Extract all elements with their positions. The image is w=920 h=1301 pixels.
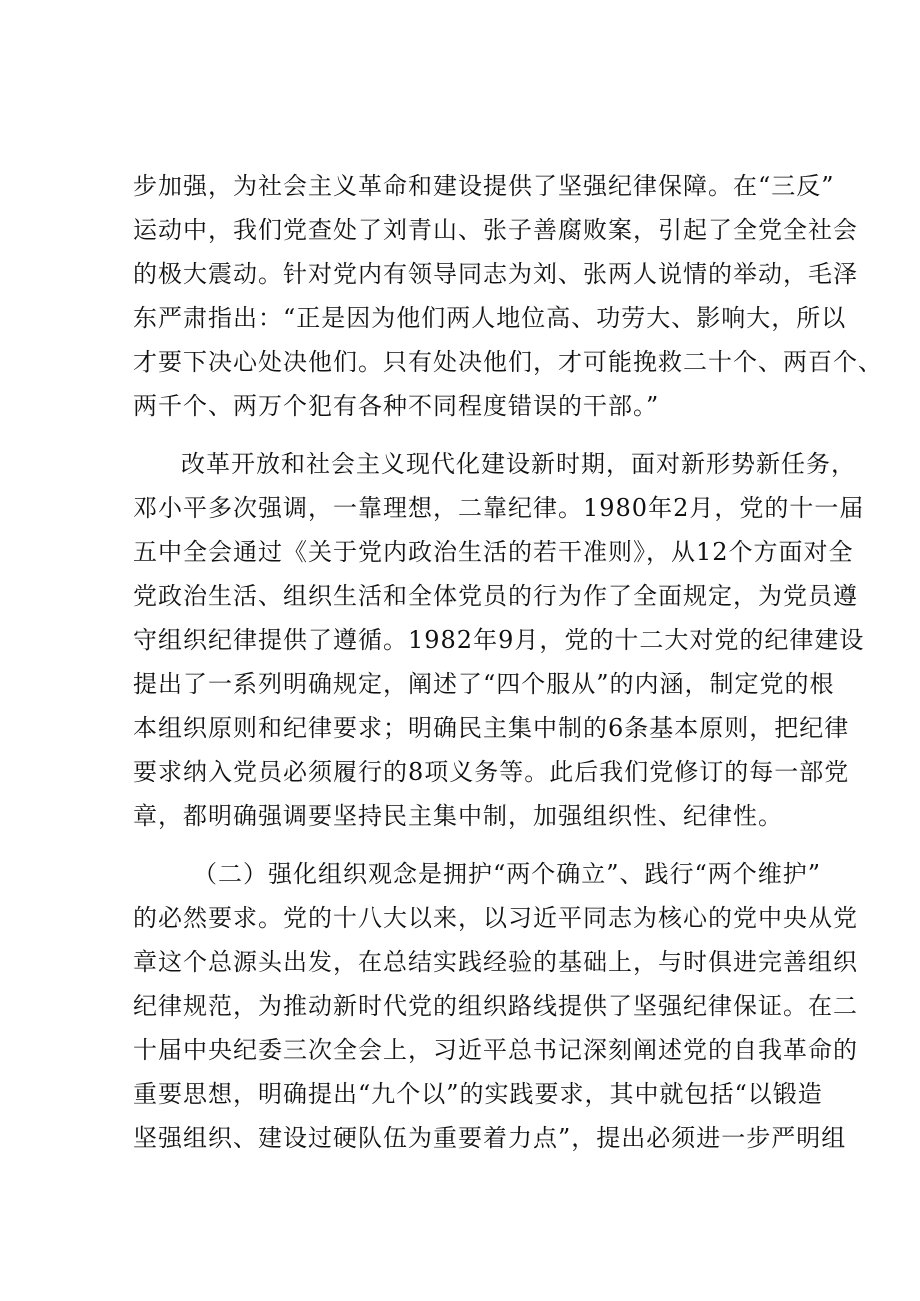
text-line: 十届中央纪委三次全会上，习近平总书记深刻阐述党的自我革命的 [133, 1036, 858, 1064]
body-text [133, 164, 883, 1160]
text-line: 运动中，我们党查处了刘青山、张子善腐败案，引起了全党全社会 [133, 216, 858, 244]
text-line: 党政治生活、组织生活和全体党员的行为作了全面规定，为党员遵 [133, 582, 858, 610]
text-line: 的极大震动。针对党内有领导同志为刘、张两人说情的举动，毛泽 [133, 260, 858, 288]
text-line: 才要下决心处决他们。只有处决他们，才可能挽救二十个、两百个、 [133, 348, 883, 376]
text-line: 邓小平多次强调，一靠理想，二靠纪律。1980年2月，党的十一届 [133, 494, 865, 522]
text-line: 章这个总源头出发，在总结实践经验的基础上，与时俱进完善组织 [133, 948, 858, 976]
text-line: 步加强，为社会主义革命和建设提供了坚强纪律保障。在“三反” [133, 172, 835, 200]
paragraph-3 [133, 852, 858, 1160]
section-heading-line: （二）强化组织观念是拥护“两个确立”、践行“两个维护” [193, 860, 822, 888]
text-line: 坚强组织、建设过硬队伍为重要着力点”，提出必须进一步严明组 [133, 1124, 847, 1152]
paragraph-1 [133, 164, 883, 428]
text-line: 五中全会通过《关于党内政治生活的若干准则》，从12个方面对全 [133, 538, 854, 566]
text-line: 的必然要求。党的十八大以来，以习近平同志为核心的党中央从党 [133, 904, 858, 932]
text-line: 提出了一系列明确规定，阐述了“四个服从”的内涵，制定党的根 [133, 670, 835, 698]
text-line: 纪律规范，为推动新时代党的组织路线提供了坚强纪律保证。在二 [133, 992, 858, 1020]
text-line: 两千个、两万个犯有各种不同程度错误的干部。” [133, 392, 660, 420]
text-line: 改革开放和社会主义现代化建设新时期，面对新形势新任务， [181, 450, 856, 478]
text-line: 东严肃指出：“正是因为他们两人地位高、功劳大、影响大，所以 [133, 304, 847, 332]
text-line: 守组织纪律提供了遵循。1982年9月，党的十二大对党的纪律建设 [133, 626, 865, 654]
paragraph-2 [133, 442, 865, 838]
text-line: 本组织原则和纪律要求；明确民主集中制的6条基本原则，把纪律 [133, 714, 850, 742]
text-line: 重要思想，明确提出“九个以”的实践要求，其中就包括“以锻造 [133, 1080, 823, 1108]
text-line: 章，都明确强调要坚持民主集中制，加强组织性、纪律性。 [133, 802, 783, 830]
text-line: 要求纳入党员必须履行的8项义务等。此后我们党修订的每一部党 [133, 758, 850, 786]
